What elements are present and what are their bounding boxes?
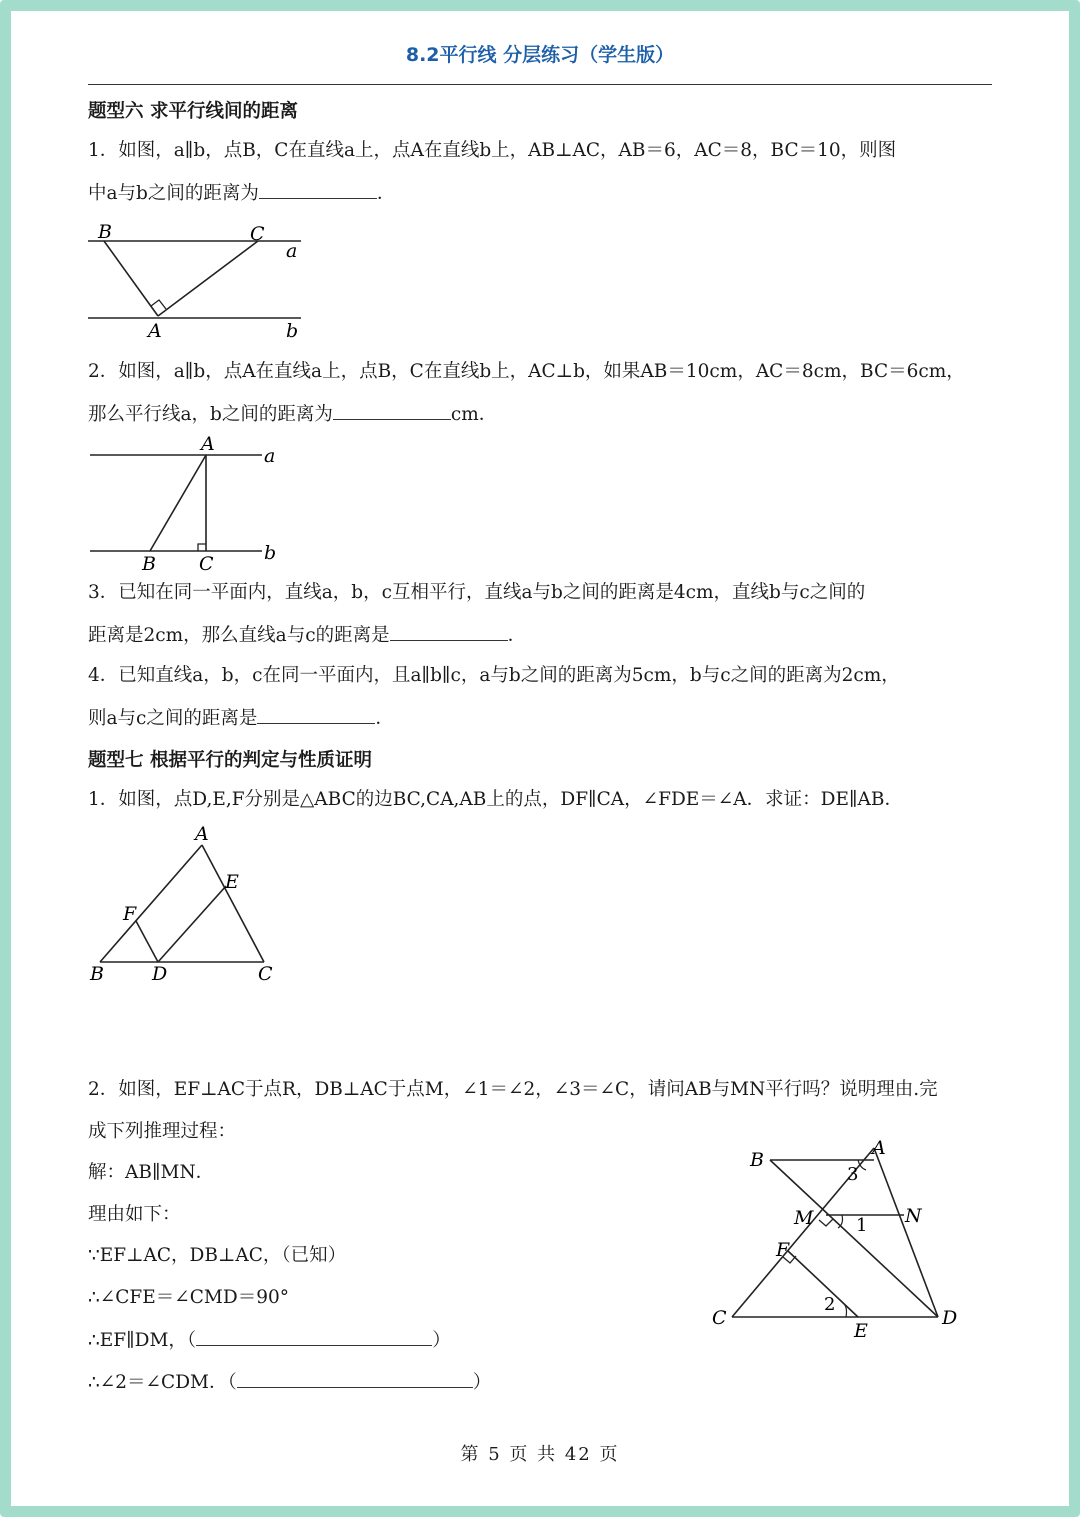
label-a: a (286, 240, 298, 262)
page-title: 8.2平行线 分层练习（学生版） (405, 44, 675, 66)
label-F: F (776, 1239, 790, 1261)
label-A: A (201, 433, 215, 455)
reason-blank[interactable] (237, 1369, 473, 1388)
proof-step-2: ∴∠CFE＝∠CMD＝90° (88, 1287, 289, 1308)
question-6-3-line2 (88, 622, 526, 648)
label-M: M (794, 1207, 814, 1229)
proof-step-3 (88, 1327, 451, 1353)
label-A: A (872, 1137, 886, 1159)
proof-step-3-text: ∴EF∥DM，（ (88, 1330, 197, 1351)
label-b: b (264, 542, 277, 564)
answer-blank[interactable] (257, 705, 375, 724)
question-6-4-prompt: 则a与c之间的距离是 (88, 708, 258, 729)
answer-blank[interactable] (259, 180, 377, 199)
label-D: D (152, 963, 168, 985)
question-7-2-reason-intro: 理由如下： (88, 1204, 181, 1225)
label-B: B (98, 221, 112, 243)
question-6-1-line2 (88, 180, 395, 206)
question-6-3-suffix: ． (507, 625, 527, 646)
question-7-1-text: 1．如图，点D,E,F分别是△ABC的边BC,CA,AB上的点，DF∥CA，∠FDE＝∠A．求证：DE∥AB． (88, 789, 903, 810)
answer-blank[interactable] (390, 622, 508, 641)
question-6-3-text: 3．已知在同一平面内，直线a，b，c互相平行，直线a与b之间的距离是4cm，直线b与c之间的 (88, 582, 866, 603)
label-E: E (854, 1320, 868, 1342)
angle-3-label: 3 (847, 1164, 859, 1185)
label-C: C (250, 223, 265, 245)
label-C: C (199, 553, 214, 575)
question-6-1-text: 1．如图，a∥b，点B，C在直线a上，点A在直线b上，AB⊥AC，AB＝6，AC＝8，BC＝10，则图 (88, 140, 897, 161)
question-7-2-answer: 解：AB∥MN． (88, 1162, 215, 1183)
question-6-2-prompt: 那么平行线a，b之间的距离为 (88, 404, 333, 425)
proof-step-1: ∵EF⊥AC，DB⊥AC，（已知） (88, 1245, 347, 1266)
figure-6-2 (86, 432, 286, 577)
page-number: 第 5 页 共 42 页 (460, 1444, 620, 1465)
label-E: E (225, 871, 239, 893)
label-C: C (258, 963, 273, 985)
label-N: N (905, 1205, 922, 1227)
question-6-1-prompt: 中a与b之间的距离为 (88, 183, 259, 204)
angle-1-label: 1 (856, 1215, 868, 1236)
angle-2-label: 2 (824, 1294, 836, 1315)
section-heading-6: 题型六 求平行线间的距离 (88, 101, 298, 122)
label-b: b (286, 320, 299, 342)
question-6-1-suffix: ． (376, 183, 396, 204)
label-a: a (264, 445, 276, 467)
proof-step-4-close: ） (472, 1372, 492, 1393)
label-B: B (90, 963, 104, 985)
question-6-4-line2 (88, 705, 394, 731)
question-7-2-text: 2．如图，EF⊥AC于点R，DB⊥AC于点M，∠1＝∠2，∠3＝∠C，请问AB与MN平行吗？说明理由.完 (88, 1079, 938, 1100)
proof-step-3-close: ） (432, 1330, 451, 1351)
answer-blank[interactable] (333, 401, 451, 420)
question-6-2-text: 2．如图，a∥b，点A在直线a上，点B，C在直线b上，AC⊥b，如果AB＝10cm，AC＝8cm，BC＝6cm， (88, 361, 965, 382)
question-7-2-line2: 成下列推理过程： (88, 1121, 237, 1142)
label-F: F (123, 903, 137, 925)
question-6-3-prompt: 距离是2cm，那么直线a与c的距离是 (88, 625, 390, 646)
proof-step-4-text: ∴∠2＝∠CDM．（ (88, 1372, 237, 1393)
label-C: C (712, 1307, 727, 1329)
section-heading-7: 题型七 根据平行的判定与性质证明 (88, 750, 372, 771)
question-6-4-text: 4．已知直线a，b，c在同一平面内，且a∥b∥c，a与b之间的距离为5cm，b与c之间的距离为2cm， (88, 665, 900, 686)
reason-blank[interactable] (196, 1327, 432, 1346)
label-B: B (142, 553, 156, 575)
figure-6-1 (86, 220, 316, 345)
label-B: B (750, 1149, 764, 1171)
header-divider (88, 84, 992, 85)
question-6-4-suffix: ． (375, 708, 394, 729)
figure-7-1 (86, 822, 286, 987)
label-A: A (148, 320, 162, 342)
proof-step-4 (88, 1369, 491, 1395)
label-D: D (942, 1307, 958, 1329)
question-6-2-suffix: cm． (450, 404, 498, 425)
label-A: A (195, 823, 209, 845)
figure-7-2 (706, 1134, 976, 1344)
question-6-2-line2 (88, 401, 497, 427)
